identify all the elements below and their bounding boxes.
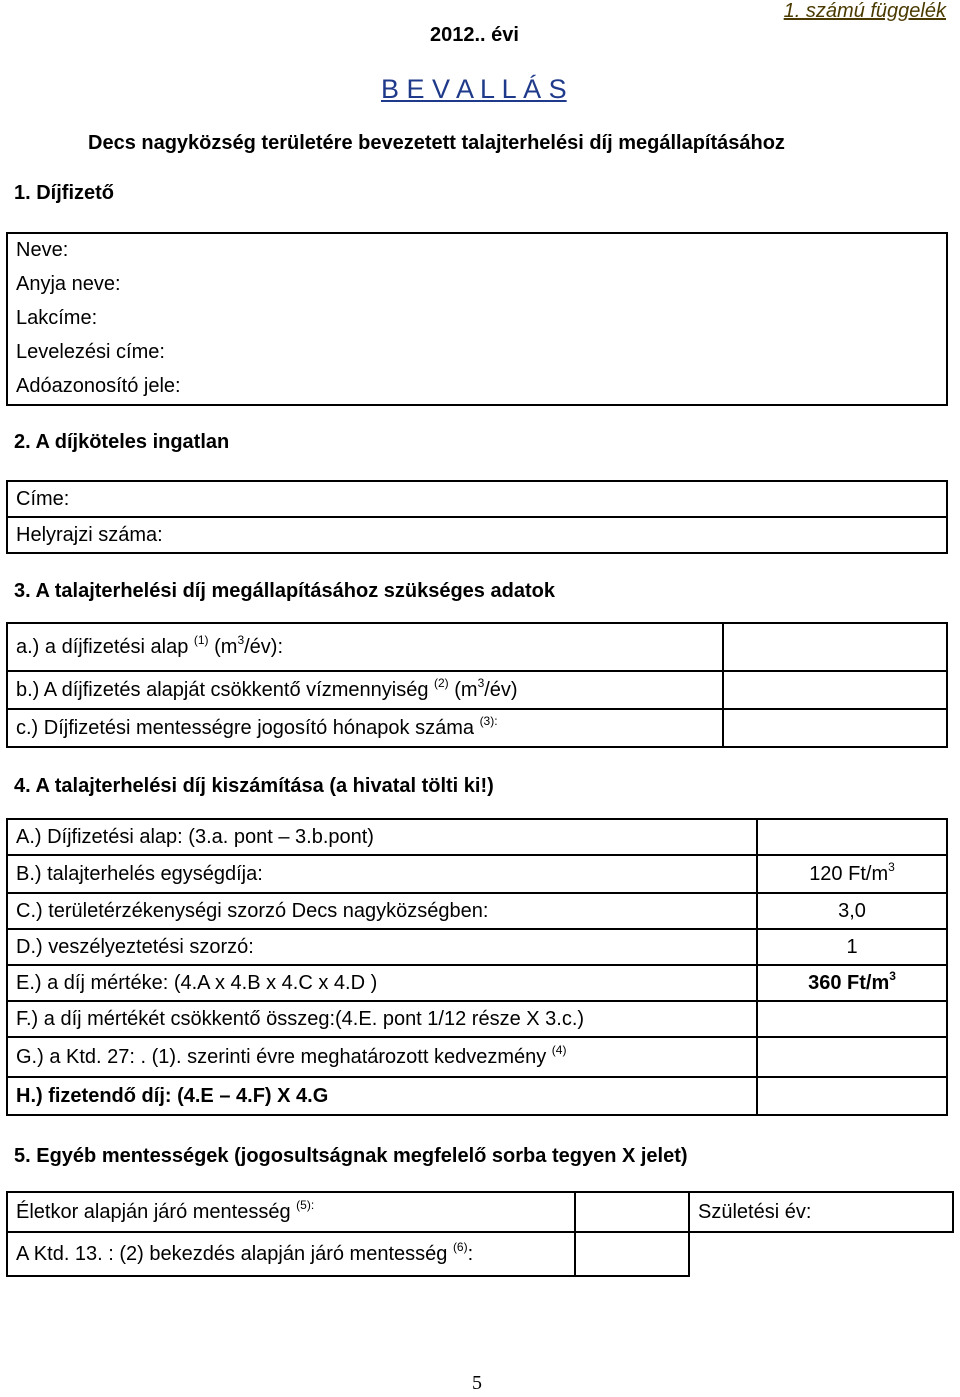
payer-name-field[interactable]: Neve: xyxy=(7,233,947,267)
calc-row-c-value: 3,0 xyxy=(757,893,947,929)
water-reduction-value-field[interactable] xyxy=(723,671,947,709)
payer-address-field[interactable]: Lakcíme: xyxy=(7,301,947,335)
calc-row-a-value[interactable] xyxy=(757,819,947,855)
payer-tax-id-field[interactable]: Adóazonosító jele: xyxy=(7,369,947,405)
property-parcel-number-field[interactable]: Helyrajzi száma: xyxy=(7,517,947,553)
property-address-field[interactable]: Címe: xyxy=(7,481,947,517)
exempt-months-value-field[interactable] xyxy=(723,709,947,747)
payer-mailing-address-field[interactable]: Levelezési címe: xyxy=(7,335,947,369)
section-1-heading: 1. Díjfizető xyxy=(14,182,115,204)
year-label: 2012.. évi xyxy=(430,24,519,46)
payer-table xyxy=(6,232,948,406)
calc-row-b-label: B.) talajterhelés egységdíja: xyxy=(7,855,757,893)
section-2-heading: 2. A díjköteles ingatlan xyxy=(14,431,230,453)
calculation-table xyxy=(6,818,948,1116)
ktd-exemption-blank-cell xyxy=(689,1232,953,1276)
calc-row-d-value: 1 xyxy=(757,929,947,965)
section-4-heading: 4. A talajterhelési díj kiszámítása (a hivatal tölti ki!) xyxy=(14,775,494,797)
calc-row-c-label: C.) területérzékenységi szorzó Decs nagyközségben: xyxy=(7,893,757,929)
fee-base-value-field[interactable] xyxy=(723,623,947,671)
exemption-table xyxy=(6,1191,954,1277)
calc-row-d-label: D.) veszélyeztetési szorzó: xyxy=(7,929,757,965)
payer-mother-name-field[interactable]: Anyja neve: xyxy=(7,267,947,301)
calc-row-a-label: A.) Díjfizetési alap: (3.a. pont – 3.b.pont) xyxy=(7,819,757,855)
age-exemption-label: Életkor alapján járó mentesség $^{(5):}$ xyxy=(7,1192,575,1232)
calc-row-g-label: G.) a Ktd. 27: . (1). szerinti évre meghatározott kedvezmény $^{(4)}$ xyxy=(7,1037,757,1077)
birth-year-field[interactable]: Születési év: xyxy=(689,1192,953,1232)
age-exemption-mark-field[interactable] xyxy=(575,1192,689,1232)
page-number: 5 xyxy=(472,1372,482,1394)
section-5-heading: 5. Egyéb mentességek (jogosultságnak megfelelő sorba tegyen X jelet) xyxy=(14,1145,688,1167)
ktd-exemption-label: A Ktd. 13. : (2) bekezdés alapján járó mentesség $^{(6)}$: xyxy=(7,1232,575,1276)
property-table xyxy=(6,480,948,554)
calc-row-g-value[interactable] xyxy=(757,1037,947,1077)
page-title: B E V A L L Á S xyxy=(381,74,567,104)
ktd-exemption-mark-field[interactable] xyxy=(575,1232,689,1276)
appendix-label: 1. számú függelék xyxy=(783,0,946,22)
calc-row-f-value[interactable] xyxy=(757,1001,947,1037)
calc-row-b-value: 120 $Ft/m^3$ xyxy=(757,855,947,893)
water-reduction-row: b.) A díjfizetés alapját csökkentő vízmennyiség $^{(2)}$ $(m^3/év)$ xyxy=(7,671,723,709)
fee-base-row: a.) a díjfizetési alap $^{(1)}$ $(m^3/év)$: xyxy=(7,623,723,671)
calc-row-e-label: E.) a díj mértéke: (4.A x 4.B x 4.C x 4.D ) xyxy=(7,965,757,1001)
exempt-months-row: c.) Díjfizetési mentességre jogosító hónapok száma $^{(3):}$ xyxy=(7,709,723,747)
section-3-heading: 3. A talajterhelési díj megállapításához szükséges adatok xyxy=(14,580,555,602)
calc-row-h-value[interactable] xyxy=(757,1077,947,1115)
calc-row-e-value: 360 $Ft/m^3$ xyxy=(757,965,947,1001)
fee-data-table xyxy=(6,622,948,748)
page-subtitle: Decs nagyközség területére bevezetett talajterhelési díj megállapításához xyxy=(88,132,785,154)
calc-row-h-label: H.) fizetendő díj: (4.E – 4.F) X 4.G xyxy=(7,1077,757,1115)
calc-row-f-label: F.) a díj mértékét csökkentő összeg:(4.E. pont 1/12 része X 3.c.) xyxy=(7,1001,757,1037)
